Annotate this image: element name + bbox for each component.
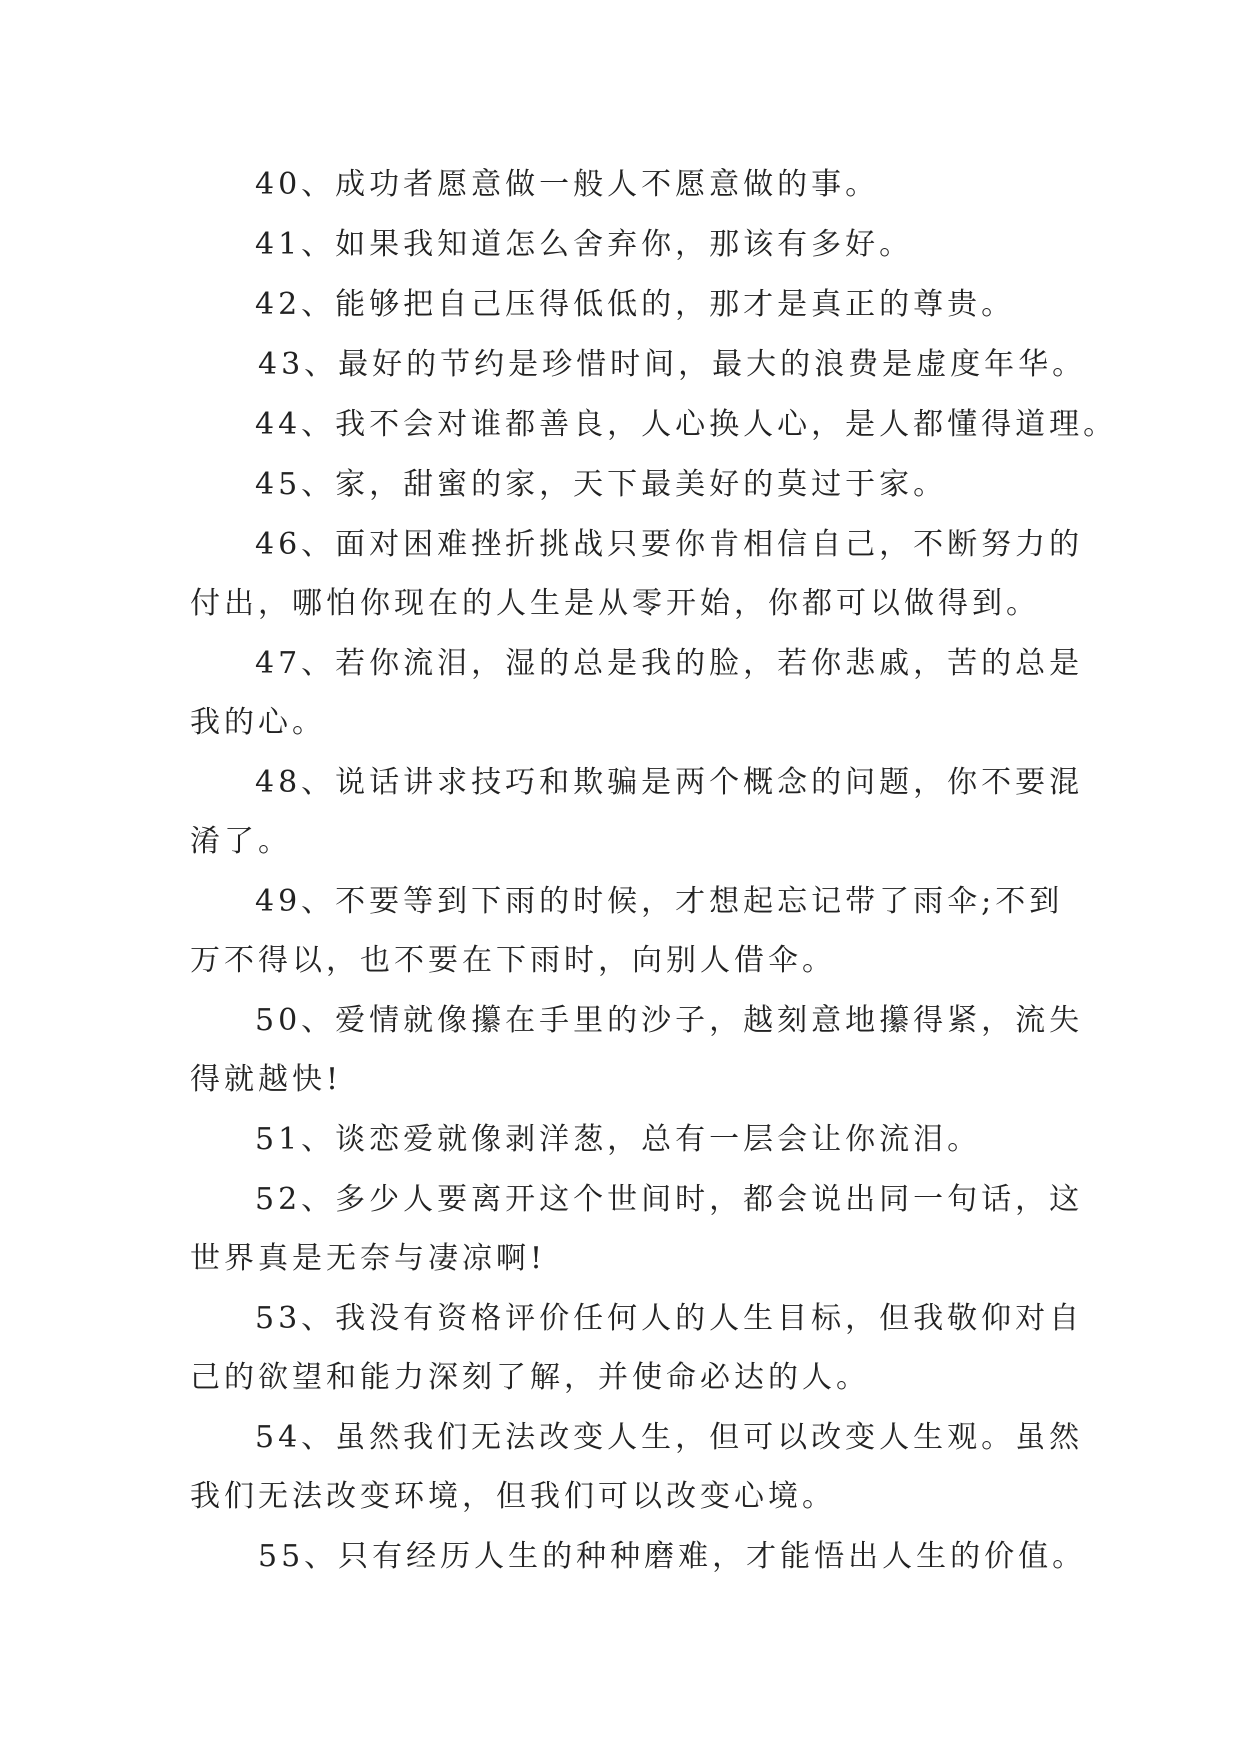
- quote-48: 48、说话讲求技巧和欺骗是两个概念的问题，你不要混: [255, 765, 1084, 800]
- quote-44: 44、我不会对谁都善良，人心换人心，是人都懂得道理。: [255, 407, 1118, 442]
- quote-49-continued: 万不得以，也不要在下雨时，向别人借伞。: [190, 943, 836, 978]
- quote-52-continued: 世界真是无奈与凄凉啊!: [190, 1241, 547, 1276]
- quote-46: 46、面对困难挫折挑战只要你肯相信自己，不断努力的: [255, 527, 1084, 562]
- quote-48-continued: 淆了。: [190, 824, 292, 859]
- quote-54-continued: 我们无法改变环境，但我们可以改变心境。: [190, 1479, 836, 1514]
- quote-54: 54、虽然我们无法改变人生，但可以改变人生观。虽然: [255, 1420, 1084, 1455]
- quote-53: 53、我没有资格评价任何人的人生目标，但我敬仰对自: [255, 1301, 1084, 1336]
- quote-47: 47、若你流泪，湿的总是我的脸，若你悲戚，苦的总是: [255, 646, 1084, 681]
- quote-47-continued: 我的心。: [190, 705, 326, 740]
- quote-51: 51、谈恋爱就像剥洋葱，总有一层会让你流泪。: [255, 1122, 982, 1157]
- quote-45: 45、家，甜蜜的家，天下最美好的莫过于家。: [255, 467, 948, 502]
- quote-46-continued: 付出，哪怕你现在的人生是从零开始，你都可以做得到。: [190, 586, 1040, 621]
- quote-49: 49、不要等到下雨的时候，才想起忘记带了雨伞;不到: [255, 884, 1064, 919]
- quote-50-continued: 得就越快!: [190, 1062, 343, 1097]
- quote-52: 52、多少人要离开这个世间时，都会说出同一句话，这: [255, 1182, 1084, 1217]
- quote-50: 50、爱情就像攥在手里的沙子，越刻意地攥得紧，流失: [255, 1003, 1084, 1038]
- quote-53-continued: 己的欲望和能力深刻了解，并使命必达的人。: [190, 1360, 870, 1395]
- quote-40: 40、成功者愿意做一般人不愿意做的事。: [255, 167, 880, 202]
- quote-55: 55、只有经历人生的种种磨难，才能悟出人生的价值。: [258, 1539, 1087, 1574]
- quote-43: 43、最好的节约是珍惜时间，最大的浪费是虚度年华。: [258, 347, 1087, 382]
- quote-41: 41、如果我知道怎么舍弃你，那该有多好。: [255, 227, 914, 262]
- quote-42: 42、能够把自己压得低低的，那才是真正的尊贵。: [255, 287, 1016, 322]
